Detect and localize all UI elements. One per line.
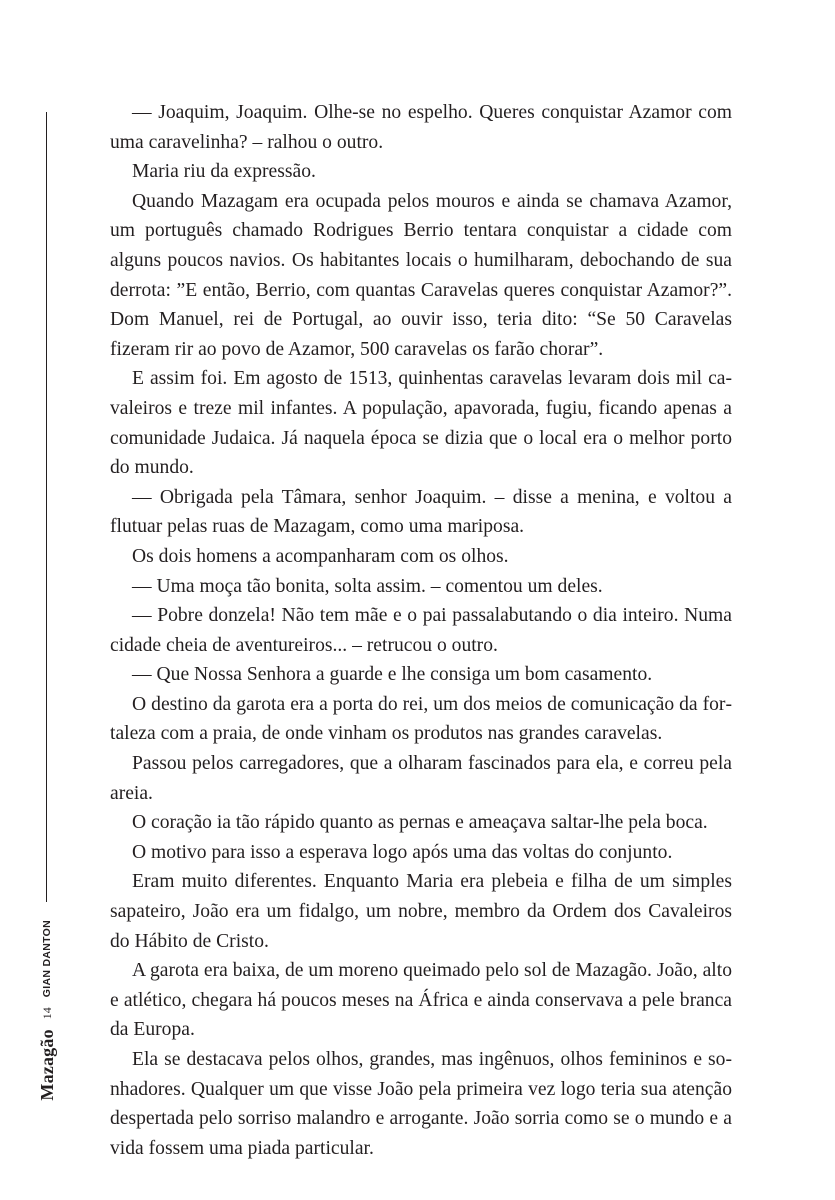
page-number: 14 xyxy=(39,1007,54,1020)
paragraph: E assim foi. Em agosto de 1513, quinhentas caravelas levaram dois mil cavaleiros e treze mil infantes. A população, apavorada, fugiu, ficando apenas a comunidade Judaica. Já naquela época se dizia que o local era o melhor porto do mundo. xyxy=(110,368,732,479)
paragraph: — Pobre donzela! Não tem mãe e o pai passalabutando o dia inteiro. Numa cidade cheia de aventureiros... – retrucou o outro. xyxy=(110,605,732,656)
paragraph: Passou pelos carregadores, que a olharam fascinados para ela, e correu pela areia. xyxy=(110,753,732,804)
running-head xyxy=(22,920,72,1101)
paragraph: O coração ia tão rápido quanto as pernas e ameaçava saltar-lhe pela boca. xyxy=(132,812,708,834)
paragraph: Quando Mazagam era ocupada pelos mouros e ainda se chamava Azamor, um português chamado Rodrigues Berrio tentara conquistar a cidade com alguns poucos navios. Os habitantes locais o humilharam, debochando de sua derrota: ”E então, Berrio, com quantas Caravelas queres conquistar Azamor?”. Dom Manuel, rei de Portugal, ao ouvir isso, teria dito: “Se 50 Caravelas fizeram rir ao povo de Azamor, 500 caravelas os farão chorar”. xyxy=(110,190,732,360)
body-text xyxy=(110,98,732,1163)
paragraph: O motivo para isso a esperava logo após uma das voltas do conjunto. xyxy=(132,841,673,863)
paragraph: — Joaquim, Joaquim. Olhe-se no espelho. Queres conquistar Azamor com uma caravelinha? – ralhou o outro. xyxy=(110,102,732,153)
paragraph: Ela se destacava pelos olhos, grandes, mas ingênuos, olhos femininos e sonhadores. Qualquer um que visse João pela primeira vez logo teria sua atenção despertada pelo sorriso malandro e arrogante. João sorria como se o mundo e a vida fossem uma piada particular. xyxy=(110,1049,732,1159)
book-title: Mazagão xyxy=(36,1029,57,1101)
paragraph: Os dois homens a acompanharam com os olhos. xyxy=(132,545,509,567)
paragraph: Maria riu da expressão. xyxy=(132,161,316,183)
paragraph: A garota era baixa, de um moreno queimado pelo sol de Mazagão. João, alto e atlético, chegara há poucos meses na África e ainda conservava a pele branca da Europa. xyxy=(110,960,732,1041)
paragraph: — Obrigada pela Tâmara, senhor Joaquim. – disse a menina, e voltou a flutuar pelas ruas de Mazagam, como uma mariposa. xyxy=(110,486,732,538)
paragraph: O destino da garota era a porta do rei, um dos meios de comunicação da fortaleza com a praia, de onde vinham os produtos nas grandes caravelas. xyxy=(110,693,732,745)
paragraph: Eram muito diferentes. Enquanto Maria era plebeia e filha de um simples sapateiro, João era um fidalgo, um nobre, membro da Ordem dos Cavaleiros do Hábito de Cristo. xyxy=(110,871,732,952)
paragraph: — Uma moça tão bonita, solta assim. – comentou um deles. xyxy=(132,575,603,597)
margin-rule xyxy=(46,112,47,902)
author-name: GIAN DANTON xyxy=(41,920,53,998)
paragraph: — Que Nossa Senhora a guarde e lhe consiga um bom casamento. xyxy=(132,664,653,686)
